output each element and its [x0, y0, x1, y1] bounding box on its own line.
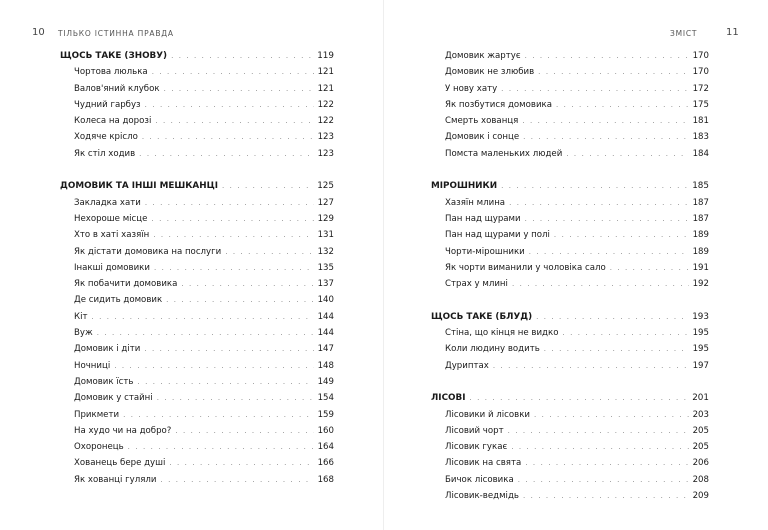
dot-leader: [536, 309, 688, 325]
entry-title: Хто в хаті хазяїн: [74, 230, 150, 241]
entry-page-number: 168: [317, 474, 334, 485]
entry-title: Колеса на дорозі: [74, 116, 152, 127]
dot-leader: [523, 488, 689, 504]
entry-page-number: 123: [317, 132, 334, 143]
entry-title: Як хованці гуляли: [74, 474, 157, 485]
toc-entry: [60, 146, 334, 162]
toc-section-entry: [431, 178, 709, 194]
entry-page-number: 148: [317, 360, 334, 371]
entry-page-number: 189: [692, 246, 709, 257]
entry-page-number: 122: [317, 99, 334, 110]
dot-leader: [525, 211, 689, 227]
entry-page-number: 170: [692, 51, 709, 61]
dot-leader: [154, 260, 314, 276]
entry-page-number: 208: [692, 474, 709, 485]
entry-title: Як стіл ходив: [74, 148, 136, 159]
toc-section-entry: [60, 178, 334, 194]
entry-page-number: 192: [692, 279, 709, 290]
entry-title: Ходяче крісло: [74, 132, 138, 143]
toc-entry: [431, 439, 709, 455]
toc-entry: [431, 358, 709, 374]
dot-leader: [562, 325, 688, 341]
toc-entry: [431, 129, 709, 145]
dot-leader: [152, 64, 314, 80]
toc-entry: [60, 374, 334, 390]
entry-title: Смерть хованця: [445, 116, 519, 127]
entry-title: Пан над щурами: [445, 213, 521, 224]
dot-leader: [164, 81, 314, 97]
toc-entry: [60, 260, 334, 276]
entry-title: Закладка хати: [74, 197, 141, 208]
running-title: ТІЛЬКО ІСТИННА ПРАВДА: [58, 29, 174, 38]
entry-page-number: 140: [317, 295, 334, 306]
entry-page-number: 132: [317, 246, 334, 257]
dot-leader: [544, 341, 689, 357]
entry-title: ЩОСЬ ТАКЕ (БЛУД): [431, 311, 533, 322]
toc-entry: [431, 407, 709, 423]
section-spacer: [431, 162, 709, 178]
toc-entry: [431, 146, 709, 162]
entry-title: Вуж: [74, 328, 93, 339]
dot-leader: [529, 244, 689, 260]
dot-leader: [161, 472, 314, 488]
entry-page-number: 127: [317, 197, 334, 208]
entry-page-number: 131: [317, 230, 334, 241]
toc-entry: [431, 455, 709, 471]
entry-page-number: 187: [692, 213, 709, 224]
dot-leader: [518, 472, 689, 488]
dot-leader: [166, 292, 313, 308]
dot-leader: [175, 423, 313, 439]
entry-page-number: 137: [317, 279, 334, 290]
entry-page-number: 121: [317, 67, 334, 78]
entry-title: Лісовик-ведмідь: [445, 491, 519, 502]
page-number: 10: [32, 27, 45, 38]
entry-title: Чорти-мірошники: [445, 246, 525, 257]
entry-title: Коли людину водить: [445, 344, 540, 355]
toc-section-entry: [60, 48, 334, 64]
dot-leader: [145, 97, 314, 113]
entry-title: Лісовики й лісовки: [445, 409, 531, 420]
table-of-contents-right: [431, 48, 709, 504]
toc-entry: [431, 244, 709, 260]
toc-entry: [431, 97, 709, 113]
toc-entry: [431, 113, 709, 129]
toc-entry: [60, 390, 334, 406]
entry-page-number: 195: [692, 344, 709, 355]
toc-entry: [431, 211, 709, 227]
entry-title: Помста маленьких людей: [445, 148, 563, 159]
toc-entry: [60, 407, 334, 423]
entry-page-number: 193: [692, 311, 709, 322]
toc-entry: [60, 113, 334, 129]
section-spacer: [431, 374, 709, 390]
dot-leader: [512, 276, 689, 292]
toc-entry: [60, 309, 334, 325]
entry-page-number: 184: [692, 148, 709, 159]
toc-entry: [60, 81, 334, 97]
dot-leader: [493, 358, 689, 374]
entry-title: Страх у млині: [445, 279, 508, 290]
entry-title: На худо чи на добро?: [74, 425, 172, 436]
entry-title: Лісовий чорт: [445, 425, 504, 436]
entry-page-number: 166: [317, 458, 334, 469]
dot-leader: [534, 407, 689, 423]
toc-entry: [60, 97, 334, 113]
entry-page-number: 205: [692, 425, 709, 436]
entry-page-number: 123: [317, 148, 334, 159]
running-title: ЗМІСТ: [670, 29, 698, 38]
entry-title: Нехороше місце: [74, 213, 148, 224]
dot-leader: [225, 244, 313, 260]
toc-entry: [60, 358, 334, 374]
toc-section-entry: [431, 390, 709, 406]
entry-title: МІРОШНИКИ: [431, 181, 498, 192]
dot-leader: [556, 97, 689, 113]
dot-leader: [538, 64, 688, 80]
entry-title: Кіт: [74, 311, 88, 322]
entry-page-number: 175: [692, 99, 709, 110]
toc-section-entry: [431, 309, 709, 325]
dot-leader: [525, 48, 689, 64]
dot-leader: [610, 260, 689, 276]
entry-title: Охоронець: [74, 442, 124, 453]
dot-leader: [145, 195, 314, 211]
entry-title: ДОМОВИК ТА ІНШІ МЕШКАНЦІ: [60, 181, 219, 192]
entry-title: ЛІСОВІ: [431, 393, 466, 404]
entry-page-number: 160: [317, 425, 334, 436]
toc-entry: [431, 81, 709, 97]
entry-page-number: 201: [692, 393, 709, 404]
dot-leader: [222, 178, 313, 194]
toc-entry: [60, 64, 334, 80]
entry-page-number: 191: [692, 262, 709, 273]
entry-title: Як позбутися домовика: [445, 99, 552, 110]
entry-page-number: 203: [692, 409, 709, 420]
toc-entry: [60, 292, 334, 308]
entry-title: Лісовик гукає: [445, 442, 508, 453]
dot-leader: [171, 48, 313, 64]
dot-leader: [169, 455, 313, 471]
entry-title: Ночниці: [74, 360, 111, 371]
entry-title: Стіна, що кінця не видко: [445, 328, 559, 339]
toc-entry: [60, 439, 334, 455]
page-number: 11: [726, 27, 739, 38]
section-spacer: [431, 292, 709, 308]
entry-title: Як побачити домовика: [74, 279, 178, 290]
entry-title: Дуриптах: [445, 360, 489, 371]
entry-page-number: 147: [317, 344, 334, 355]
entry-page-number: 187: [692, 197, 709, 208]
entry-title: Бичок лісовика: [445, 474, 514, 485]
toc-entry: [431, 48, 709, 64]
dot-leader: [142, 129, 314, 145]
entry-title: Прикмети: [74, 409, 120, 420]
dot-leader: [157, 390, 314, 406]
entry-page-number: 209: [692, 491, 709, 502]
entry-page-number: 183: [692, 132, 709, 143]
table-of-contents-left: [60, 48, 334, 488]
dot-leader: [151, 211, 313, 227]
toc-entry: [60, 276, 334, 292]
dot-leader: [97, 325, 314, 341]
entry-page-number: 121: [317, 83, 334, 94]
entry-page-number: 154: [317, 393, 334, 404]
entry-title: Домовик і сонце: [445, 132, 520, 143]
entry-page-number: 195: [692, 328, 709, 339]
dot-leader: [139, 146, 313, 162]
toc-entry: [431, 64, 709, 80]
entry-page-number: 135: [317, 262, 334, 273]
entry-title: Домовик жартує: [445, 51, 521, 61]
toc-entry: [60, 455, 334, 471]
right-page: [384, 0, 768, 530]
entry-title: Пан над щурами у полі: [445, 230, 550, 241]
entry-page-number: 122: [317, 116, 334, 127]
dot-leader: [153, 227, 313, 243]
dot-leader: [523, 129, 688, 145]
entry-title: Інакші домовики: [74, 262, 150, 273]
entry-page-number: 129: [317, 213, 334, 224]
dot-leader: [181, 276, 313, 292]
toc-entry: [431, 260, 709, 276]
entry-title: ЩОСЬ ТАКЕ (ЗНОВУ): [60, 51, 168, 61]
entry-page-number: 172: [692, 83, 709, 94]
toc-entry: [431, 341, 709, 357]
entry-page-number: 144: [317, 328, 334, 339]
entry-title: Чортова люлька: [74, 67, 148, 78]
entry-page-number: 185: [692, 181, 709, 192]
entry-page-number: 125: [317, 181, 334, 192]
entry-page-number: 181: [692, 116, 709, 127]
toc-entry: [60, 423, 334, 439]
entry-title: Домовик і діти: [74, 344, 141, 355]
dot-leader: [114, 358, 313, 374]
entry-title: Домовик не злюбив: [445, 67, 535, 78]
dot-leader: [566, 146, 688, 162]
entry-page-number: 119: [317, 51, 334, 61]
entry-title: Домовик їсть: [74, 376, 134, 387]
entry-page-number: 144: [317, 311, 334, 322]
section-spacer: [60, 162, 334, 178]
toc-entry: [60, 195, 334, 211]
toc-entry: [60, 472, 334, 488]
entry-page-number: 159: [317, 409, 334, 420]
entry-title: Хазяїн млина: [445, 197, 506, 208]
dot-leader: [554, 227, 689, 243]
toc-entry: [431, 325, 709, 341]
dot-leader: [522, 113, 688, 129]
entry-title: Де сидить домовик: [74, 295, 163, 306]
toc-entry: [60, 211, 334, 227]
dot-leader: [144, 341, 313, 357]
dot-leader: [525, 455, 688, 471]
toc-entry: [431, 423, 709, 439]
dot-leader: [92, 309, 314, 325]
entry-title: У нову хату: [445, 83, 498, 94]
entry-page-number: 149: [317, 376, 334, 387]
dot-leader: [128, 439, 314, 455]
dot-leader: [511, 439, 688, 455]
entry-title: Лісовик на свята: [445, 458, 522, 469]
entry-title: Валов'яний клубок: [74, 83, 160, 94]
entry-title: Як чорти виманили у чоловіка сало: [445, 262, 606, 273]
entry-page-number: 164: [317, 442, 334, 453]
toc-entry: [431, 195, 709, 211]
dot-leader: [123, 407, 314, 423]
dot-leader: [470, 390, 689, 406]
dot-leader: [501, 178, 688, 194]
entry-page-number: 189: [692, 230, 709, 241]
entry-page-number: 205: [692, 442, 709, 453]
toc-entry: [60, 244, 334, 260]
toc-entry: [431, 472, 709, 488]
toc-entry: [60, 325, 334, 341]
dot-leader: [508, 423, 689, 439]
dot-leader: [509, 195, 689, 211]
toc-entry: [60, 227, 334, 243]
toc-entry: [431, 276, 709, 292]
toc-entry: [431, 488, 709, 504]
entry-title: Як дістати домовика на послуги: [74, 246, 222, 257]
entry-page-number: 170: [692, 67, 709, 78]
entry-title: Чудний гарбуз: [74, 99, 141, 110]
toc-entry: [60, 129, 334, 145]
dot-leader: [137, 374, 313, 390]
dot-leader: [155, 113, 313, 129]
entry-title: Хованець бере душі: [74, 458, 166, 469]
toc-entry: [60, 341, 334, 357]
entry-page-number: 197: [692, 360, 709, 371]
dot-leader: [501, 81, 688, 97]
entry-page-number: 206: [692, 458, 709, 469]
entry-title: Домовик у стайні: [74, 393, 153, 404]
toc-entry: [431, 227, 709, 243]
